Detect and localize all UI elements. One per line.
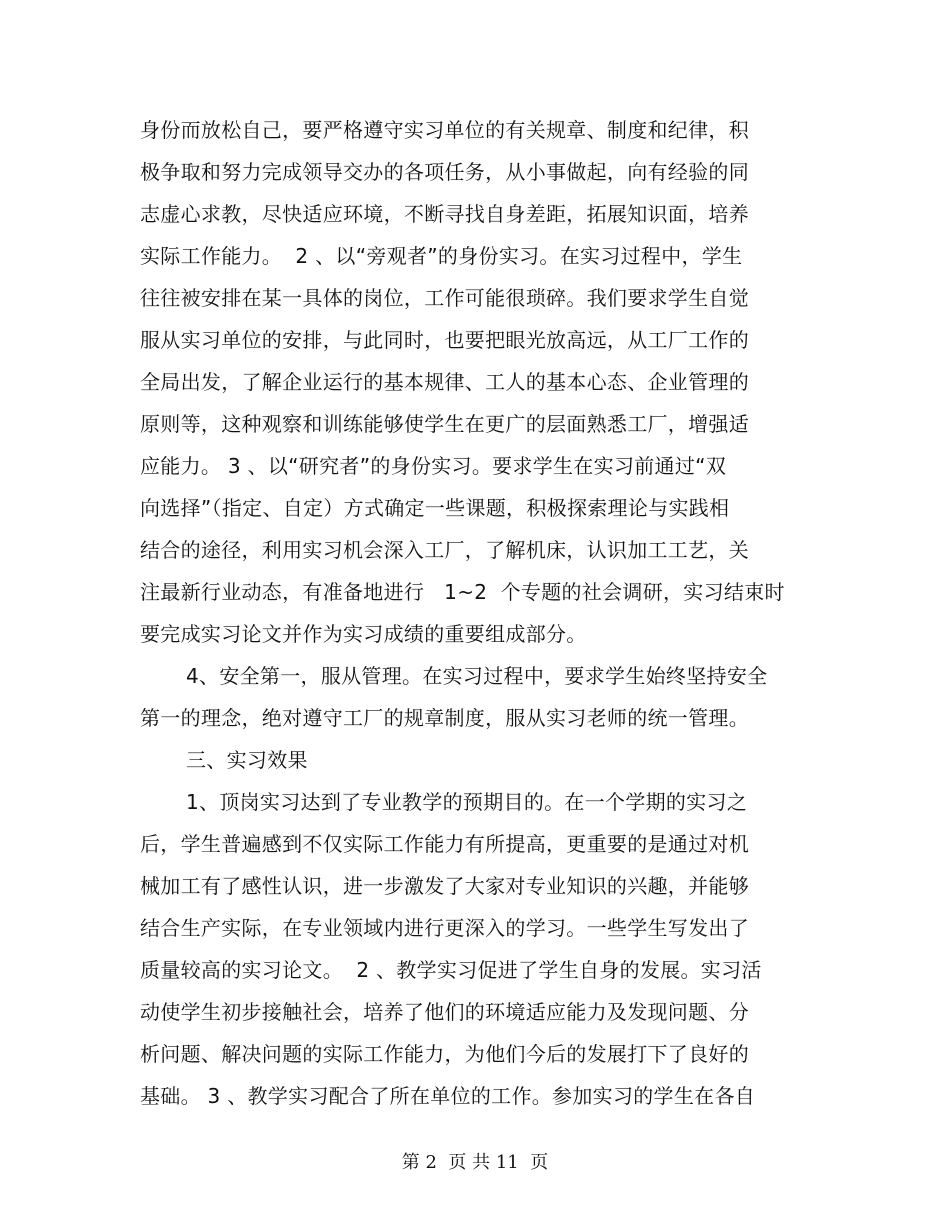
paragraph-start-line: 1、顶岗实习达到了专业教学的预期目的。在一个学期的实习之 xyxy=(186,790,748,814)
body-line: 应能力。 3 、以“研究者”的身份实习。要求学生在实习前通过“双 xyxy=(140,454,727,478)
body-line: 往往被安排在某一具体的岗位，工作可能很琐碎。我们要求学生自觉 xyxy=(140,286,749,310)
body-line: 注最新行业动态，有准备地进行 1~2 个专题的社会调研，实习结束时 xyxy=(140,580,785,604)
body-line: 原则等，这种观察和训练能够使学生在更广的层面熟悉工厂，增强适 xyxy=(140,412,749,436)
body-line: 析问题、解决问题的实际工作能力，为他们今后的发展打下了良好的 xyxy=(140,1042,749,1066)
paragraph-start-line: 4、安全第一，服从管理。在实习过程中，要求学生始终坚持安全 xyxy=(186,664,768,688)
body-line: 质量较高的实习论文。 2 、教学实习促进了学生自身的发展。实习活 xyxy=(140,958,762,982)
body-line: 要完成实习论文并作为实习成绩的重要组成部分。 xyxy=(140,622,587,646)
body-line: 动使学生初步接触社会，培养了他们的环境适应能力及发现问题、分 xyxy=(140,1000,749,1024)
body-line: 后，学生普遍感到不仅实际工作能力有所提高，更重要的是通过对机 xyxy=(140,832,749,856)
body-line: 极争取和努力完成领导交办的各项任务，从小事做起，向有经验的同 xyxy=(140,160,749,184)
body-line: 械加工有了感性认识，进一步激发了大家对专业知识的兴趣，并能够 xyxy=(140,874,749,898)
section-heading: 三、实习效果 xyxy=(186,748,308,772)
body-line: 服从实习单位的安排，与此同时，也要把眼光放高远，从工厂工作的 xyxy=(140,328,749,352)
body-line: 志虚心求教，尽快适应环境，不断寻找自身差距，拓展知识面，培养 xyxy=(140,202,749,226)
body-line: 基础。 3 、教学实习配合了所在单位的工作。参加实习的学生在各自 xyxy=(140,1084,756,1108)
body-line: 结合生产实际，在专业领域内进行更深入的学习。一些学生写发出了 xyxy=(140,916,749,940)
body-line: 结合的途径，利用实习机会深入工厂，了解机床，认识加工工艺，关 xyxy=(140,538,749,562)
body-line: 身份而放松自己，要严格遵守实习单位的有关规章、制度和纪律，积 xyxy=(140,118,749,142)
body-line: 全局出发，了解企业运行的基本规律、工人的基本心态、企业管理的 xyxy=(140,370,749,394)
body-line: 向选择”（指定、自定）方式确定一些课题，积极探索理论与实践相 xyxy=(140,496,730,520)
page-number-footer: 第 2 页 共 11 页 xyxy=(401,1152,549,1173)
body-line: 实际工作能力。 2 、以“旁观者”的身份实习。在实习过程中，学生 xyxy=(140,244,743,268)
body-line: 第一的理念，绝对遵守工厂的规章制度，服从实习老师的统一管理。 xyxy=(140,706,749,730)
